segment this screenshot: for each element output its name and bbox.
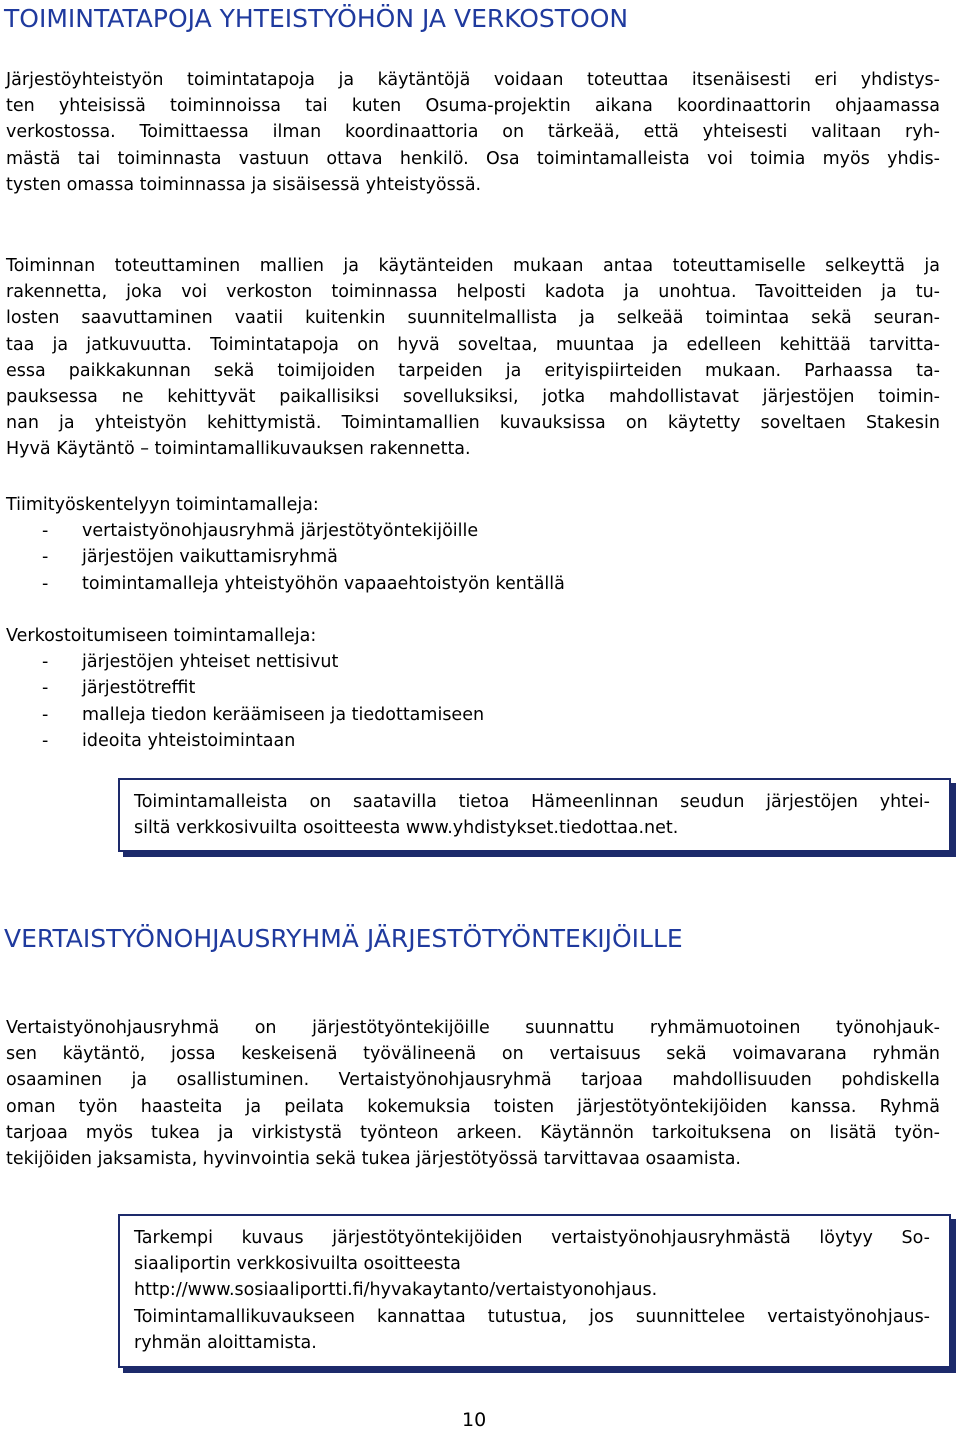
list-item [6,518,479,544]
info-box-line: ryhmän aloittamista. [134,1332,317,1353]
paragraph-line: pauksessa ne kehittyvät paikallisiksi sovelluksiksi, jotka mahdollistavat järjestöjen toimin- [6,386,940,407]
info-box-text [134,789,930,841]
paragraph-intro [6,67,940,198]
paragraph-models [6,253,940,463]
list-title: Verkostoitumiseen toimintamalleja: [6,626,317,646]
list-item-text: järjestöjen yhteiset nettisivut [82,652,339,673]
list-item [6,728,316,754]
list-dash: - [42,573,49,594]
info-box-line: siaaliportin verkkosivuilta osoitteesta [134,1254,461,1275]
list-dash: - [42,521,49,542]
info-box-line: Toimintamalleista on saatavilla tietoa Hämeenlinnan seudun järjestöjen yhtei- [134,792,930,812]
paragraph-line: mästä tai toiminnasta vastuun ottava henkilö. Osa toimintamalleista voi toimia myös yhdis- [6,148,940,169]
info-box-hameenlinna [118,778,951,852]
list-item-text: malleja tiedon keräämiseen ja tiedottamiseen [82,704,485,725]
info-box-line: Toimintamallikuvaukseen kannattaa tutustua, jos suunnittelee vertaistyönohjaus- [134,1306,930,1327]
info-box-text [134,1225,930,1356]
info-box-link[interactable]: http://www.sosiaaliportti.fi/hyvakaytanto/vertaistyonohjaus. [134,1280,658,1301]
paragraph-line: taa ja jatkuvuutta. Toimintatapoja on hyvä soveltaa, muuntaa ja edelleen kehittää tarvitta- [6,334,940,355]
paragraph-line: rakennetta, joka voi verkoston toiminnassa helposti kadota ja unohtua. Tavoitteiden ja tu- [6,282,940,303]
list-item-text: vertaistyönohjausryhmä järjestötyöntekijöille [82,521,479,542]
paragraph-line: sen käytäntö, jossa keskeisenä työvälineenä on vertaisuus sekä voimavarana ryhmän [6,1044,940,1065]
list-dash: - [42,652,49,673]
section-heading-vertaistyonohjaus: VERTAISTYÖNOHJAUSRYHMÄ JÄRJESTÖTYÖNTEKIJÖILLE [4,924,683,953]
paragraph-vertaistyonohjaus [6,1015,940,1172]
paragraph-line: Toiminnan toteuttaminen mallien ja käytänteiden mukaan antaa toteuttamiselle selkeyttä ja [6,256,940,276]
list-item-text: järjestötreffit [82,678,196,699]
paragraph-line: nan ja yhteistyön kehittymistä. Toimintamallien kuvauksissa on käytetty soveltaen Stakesin [6,413,940,434]
info-box-line: siltä verkkosivuilta osoitteesta www.yhdistykset.tiedottaa.net. [134,818,679,839]
section-heading-toimintatapoja: TOIMINTATAPOJA YHTEISTYÖHÖN JA VERKOSTOON [4,4,629,33]
list-dash: - [42,704,49,725]
paragraph-line: losten saavuttaminen vaatii kuitenkin suunnitelmallista ja selkeää toimintaa sekä seuran- [6,308,940,329]
paragraph-line: ten yhteisissä toiminnoissa tai kuten Osuma-projektin aikana koordinaattorin ohjaamassa [6,96,940,117]
paragraph-line: tysten omassa toiminnassa ja sisäisessä yhteistyössä. [6,174,482,195]
paragraph-line: Järjestöyhteistyön toimintatapoja ja käytäntöjä voidaan toteuttaa itsenäisesti eri yhdistys- [6,70,940,90]
list-tiimityoskentely [6,492,565,597]
info-box-sosiaaliportti [118,1214,951,1368]
list-item-text: ideoita yhteistoimintaan [82,730,296,751]
list-item-text: toimintamalleja yhteistyöhön vapaaehtoistyön kentällä [82,573,565,594]
paragraph-line: Hyvä Käytäntö – toimintamallikuvauksen rakennetta. [6,439,471,460]
list-item [6,571,565,597]
paragraph-line: tekijöiden jaksamista, hyvinvointia sekä tukea järjestötyössä tarvittavaa osaamista. [6,1148,741,1169]
paragraph-line: osaaminen ja osallistuminen. Vertaistyönohjausryhmä tarjoaa mahdollisuuden pohdiskella [6,1070,940,1091]
list-item [6,675,316,701]
list-verkostoituminen [6,623,485,754]
list-dash: - [42,730,49,751]
list-dash: - [42,678,49,699]
page-number: 10 [462,1409,487,1431]
list-item [6,649,339,675]
paragraph-line: Vertaistyönohjausryhmä on järjestötyöntekijöille suunnattu ryhmämuotoinen työnohjauk- [6,1018,940,1038]
list-item [6,544,338,570]
list-title: Tiimityöskentelyyn toimintamalleja: [6,495,319,515]
paragraph-line: verkostossa. Toimittaessa ilman koordinaattoria on tärkeää, että yhteisesti valitaan ryh- [6,122,940,143]
list-item [6,702,485,728]
list-item-text: järjestöjen vaikuttamisryhmä [82,547,338,568]
list-dash: - [42,547,49,568]
paragraph-line: oman työn haasteita ja peilata kokemuksia toisten järjestötyöntekijöiden kanssa. Ryhmä [6,1096,940,1117]
info-box-line: Tarkempi kuvaus järjestötyöntekijöiden vertaistyönohjausryhmästä löytyy So- [134,1228,930,1248]
paragraph-line: essa paikkakunnan sekä toimijoiden tarpeiden ja erityispiirteiden mukaan. Parhaassa ta- [6,360,940,381]
paragraph-line: tarjoaa myös tukea ja virkistystä työnteon arkeen. Käytännön tarkoituksena on lisätä työn- [6,1122,940,1143]
